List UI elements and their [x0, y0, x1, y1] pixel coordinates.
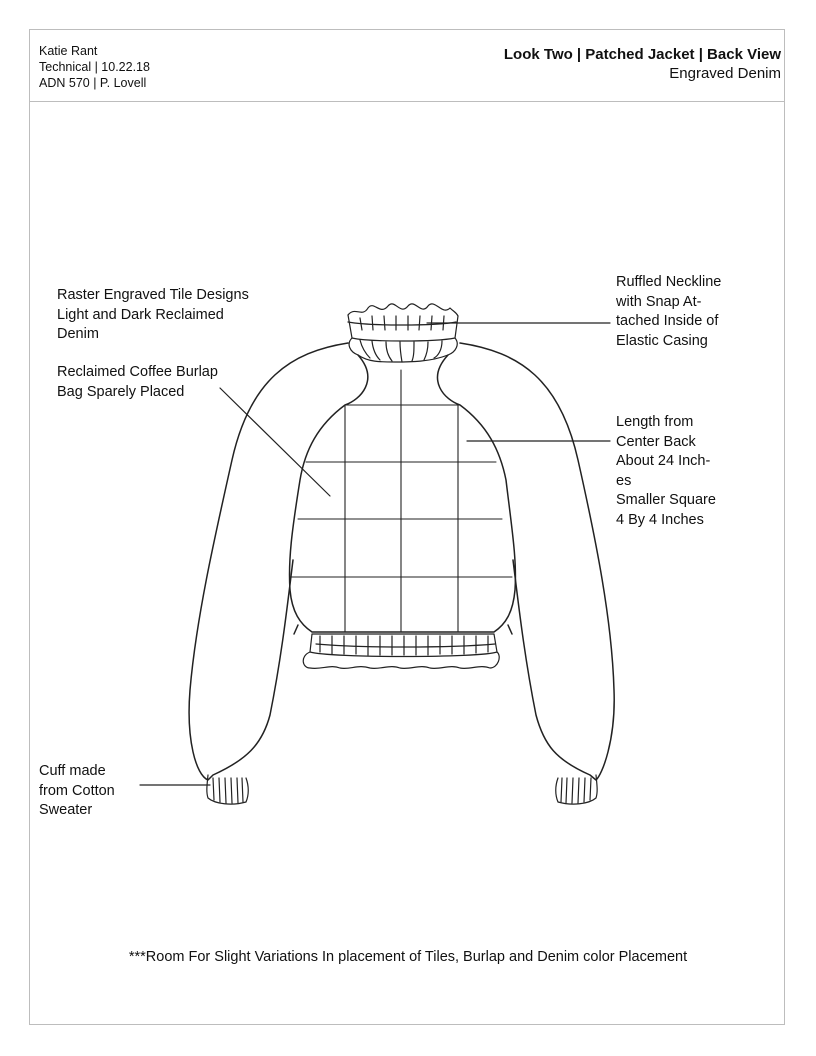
smocked-waistband — [303, 634, 499, 668]
left-cuff — [207, 775, 248, 804]
course-info: ADN 570 | P. Lovell — [39, 76, 147, 90]
right-sleeve — [460, 343, 614, 780]
body-side-left — [294, 625, 298, 634]
page-title: Look Two | Patched Jacket | Back View — [503, 46, 781, 63]
right-cuff — [556, 775, 597, 804]
body-side-right — [508, 625, 512, 634]
callout-cuff: Cuff made from Cotton Sweater — [39, 763, 115, 818]
callout-neckline: Ruffled Neckline with Snap At- tached Inside of Elastic Casing — [616, 274, 722, 349]
category-date: Technical | 10.22.18 — [39, 60, 150, 74]
callout-tile-designs: Raster Engraved Tile Designs Light and Dark Reclaimed Denim — [57, 287, 249, 342]
left-sleeve — [189, 343, 348, 780]
ruffled-neckline — [348, 304, 458, 362]
callout-length: Length from Center Back About 24 Inch- es Smaller Square 4 By 4 Inches — [616, 414, 716, 528]
page-subtitle: Engraved Denim — [669, 65, 781, 82]
tile-grid — [290, 370, 512, 632]
callout-burlap: Reclaimed Coffee Burlap Bag Sparely Placed — [57, 364, 218, 400]
body-panel — [289, 355, 515, 632]
footer-note: ***Room For Slight Variations In placement of Tiles, Burlap and Denim color Placement — [128, 949, 688, 965]
designer-name: Katie Rant — [39, 44, 98, 58]
